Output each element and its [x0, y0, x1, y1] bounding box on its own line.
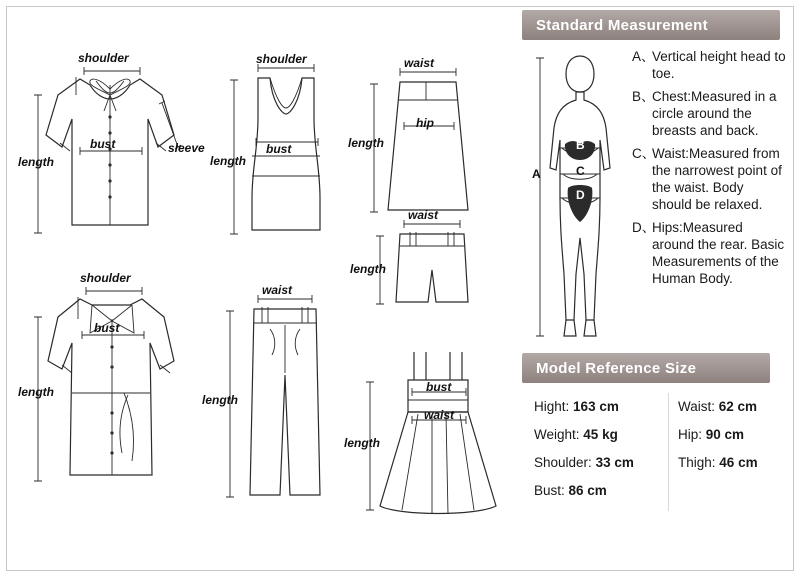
label-camisole-length: length [210, 154, 246, 168]
model-value-hip: 90 cm [705, 427, 745, 442]
figure-label-b: B [576, 138, 585, 152]
label-trousers-length: length [202, 393, 238, 407]
measurement-text-c: Waist:Measured from the narrowest point of the waist. Body should be relaxed. [652, 146, 782, 212]
measurement-text-a: Vertical height head to toe. [652, 49, 786, 81]
figure-label-d: D [576, 188, 585, 202]
garment-trousers [202, 283, 350, 510]
model-row-shoulder [534, 455, 664, 470]
model-label-hip: Hip: [678, 427, 703, 442]
measurement-text-b: Chest:Measured in a circle around the breasts and back. [652, 89, 777, 138]
model-label-thigh: Thigh: [678, 455, 716, 470]
model-label-shoulder: Shoulder: [534, 455, 592, 470]
label-shorts-length: length [350, 262, 386, 276]
measurement-definitions [632, 48, 786, 293]
model-reference-body [516, 393, 788, 513]
label-coat-length: length [18, 385, 54, 399]
label-skirt-length: length [348, 136, 384, 150]
model-row-hight [534, 399, 664, 414]
label-blouse-sleeve: sleeve [168, 141, 205, 155]
garment-blouse [18, 51, 208, 245]
model-row-weight [534, 427, 664, 442]
model-row-waist [678, 399, 798, 414]
model-value-shoulder: 33 cm [595, 455, 634, 470]
model-row-bust [534, 483, 664, 498]
measurement-key-c: C、 [632, 146, 656, 161]
garment-camisole [210, 52, 352, 243]
model-column-left [534, 399, 664, 511]
measurement-item [632, 48, 786, 82]
label-shorts-waist: waist [408, 208, 439, 222]
standard-measurement-body [516, 48, 788, 353]
figure-label-c: C [576, 164, 585, 178]
measurement-key-a: A、 [632, 49, 655, 64]
garment-coat [18, 271, 208, 500]
standard-measurement-title: Standard Measurement [536, 16, 708, 34]
label-dress-waist: waist [424, 408, 455, 422]
model-value-thigh: 46 cm [719, 455, 758, 470]
model-reference-title: Model Reference Size [536, 359, 697, 377]
label-camisole-shoulder: shoulder [256, 52, 307, 66]
model-value-bust: 86 cm [568, 483, 607, 498]
model-column-right [678, 399, 798, 483]
model-reference-header [522, 353, 770, 383]
standard-measurement-header [522, 10, 780, 40]
garment-shorts [350, 208, 496, 320]
coat-illustration [28, 275, 208, 500]
label-coat-shoulder: shoulder [80, 271, 131, 285]
garment-diagrams [10, 10, 510, 565]
label-coat-bust: bust [94, 321, 120, 335]
measurement-key-d: D、 [632, 220, 656, 235]
model-row-hip [678, 427, 798, 442]
info-panels [516, 10, 788, 565]
label-dress-bust: bust [426, 380, 452, 394]
model-value-hight: 163 cm [573, 399, 619, 414]
body-figure [532, 48, 628, 348]
dress-illustration [356, 340, 506, 530]
model-row-thigh [678, 455, 798, 470]
label-blouse-shoulder: shoulder [78, 51, 129, 65]
label-blouse-bust: bust [90, 137, 116, 151]
column-divider [668, 393, 669, 511]
garment-skirt [348, 56, 496, 220]
model-label-waist: Waist: [678, 399, 715, 414]
model-label-hight: Hight: [534, 399, 570, 414]
model-value-weight: 45 kg [583, 427, 618, 442]
measurement-key-b: B、 [632, 89, 655, 104]
label-blouse-length: length [18, 155, 54, 169]
measurement-item [632, 145, 786, 213]
label-skirt-waist: waist [404, 56, 435, 70]
model-value-waist: 62 cm [718, 399, 758, 414]
figure-label-a: A [532, 167, 541, 181]
label-camisole-bust: bust [266, 142, 292, 156]
label-dress-length: length [344, 436, 380, 450]
measurement-text-d: Hips:Measured around the rear. Basic Measurements of the Human Body. [652, 220, 785, 286]
measurement-item [632, 88, 786, 139]
label-trousers-waist: waist [262, 283, 293, 297]
measurement-item [632, 219, 786, 287]
model-label-bust: Bust: [534, 483, 565, 498]
label-skirt-hip: hip [416, 116, 434, 130]
model-label-weight: Weight: [534, 427, 580, 442]
garment-dress [344, 340, 506, 530]
